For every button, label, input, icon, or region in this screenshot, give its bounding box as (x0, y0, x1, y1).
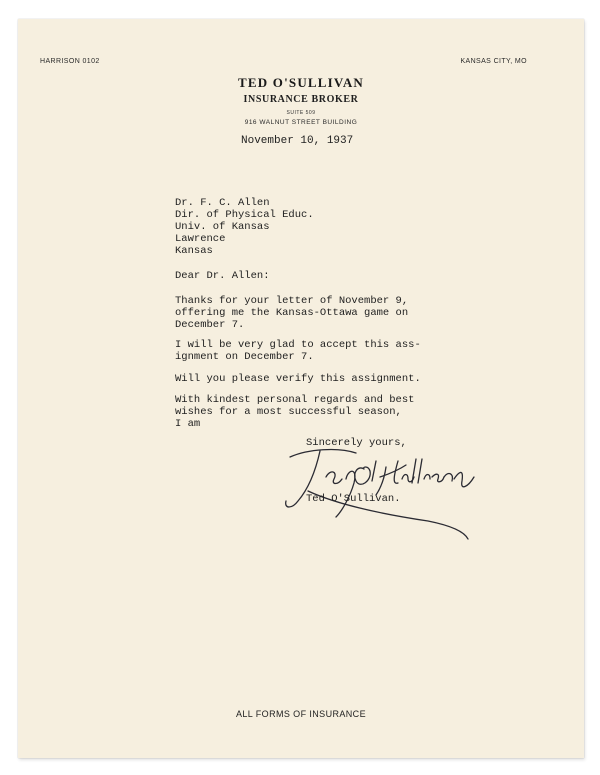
body-line: ignment on December 7. (175, 351, 314, 363)
body-line: Will you please verify this assignment. (175, 373, 421, 385)
letterhead-address: 916 WALNUT STREET BUILDING (244, 119, 358, 126)
body-line: I am (175, 418, 201, 430)
recipient-line: Dr. F. C. Allen (175, 197, 270, 209)
letterhead-phone: HARRISON 0102 (40, 58, 100, 65)
recipient-line: Kansas (175, 245, 213, 257)
recipient-line: Dir. of Physical Educ. (175, 209, 314, 221)
body-line: wishes for a most successful season, (175, 406, 402, 418)
letterhead-footer: ALL FORMS OF INSURANCE (236, 709, 366, 719)
recipient-line: Univ. of Kansas (175, 221, 270, 233)
recipient-line: Lawrence (175, 233, 226, 245)
closing: Sincerely yours, (306, 437, 407, 449)
typed-signature-name: Ted O'Sullivan. (306, 493, 401, 505)
letter-page (18, 19, 584, 758)
body-line: With kindest personal regards and best (175, 394, 415, 406)
salutation: Dear Dr. Allen: (175, 270, 270, 282)
body-line: December 7. (175, 319, 245, 331)
letter-date: November 10, 1937 (241, 135, 354, 147)
body-line: Thanks for your letter of November 9, (175, 295, 409, 307)
body-line: I will be very glad to accept this ass- (175, 339, 421, 351)
letterhead-city: KANSAS CITY, MO (460, 58, 527, 65)
body-line: offering me the Kansas-Ottawa game on (175, 307, 409, 319)
letterhead-name: TED O'SULLIVAN (237, 75, 364, 90)
letterhead-suite: SUITE 509 (286, 110, 316, 116)
letterhead-title: INSURANCE BROKER (243, 94, 359, 105)
